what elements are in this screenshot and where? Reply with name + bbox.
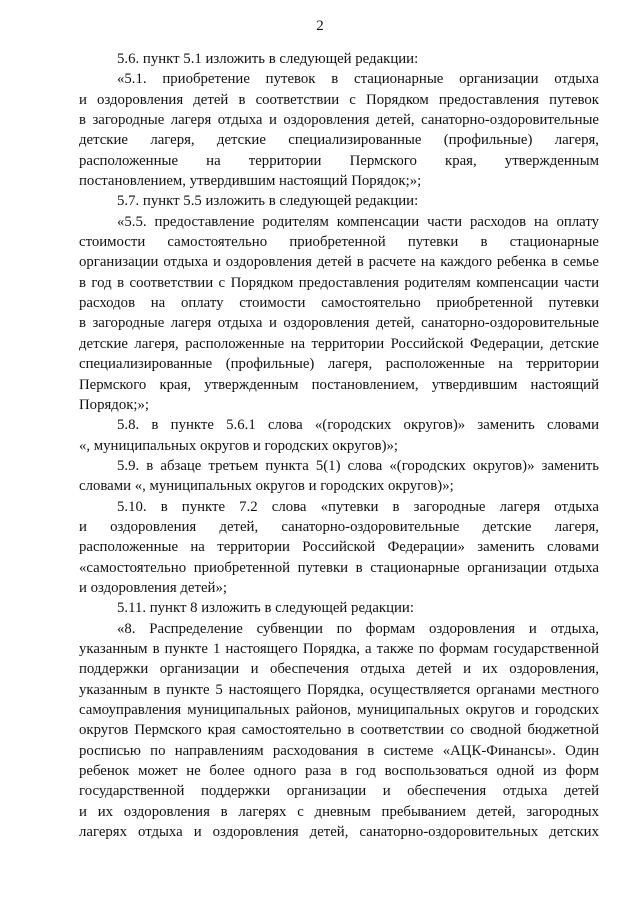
text-line: стоимости самостоятельно приобретенной путевки в стационарные [79,234,599,251]
text-line: Пермского края, утвержденным постановлением, утвердившим настоящий [79,376,599,393]
text-line: Порядок;»; [79,396,150,413]
text-line: и оздоровления детей»; [79,579,227,596]
page-number: 2 [316,18,324,34]
text-line: 5.9. в абзаце третьем пункта 5(1) слова «(городских округов)» заменить [117,457,599,474]
text-line: указанным в пункте 1 настоящего Порядка, а также по формам государственной [79,640,599,657]
text-line: и оздоровления детей в соответствии с Порядком предоставления путевок [79,91,599,108]
text-line: указанным в пункте 5 настоящего Порядка, осуществляется органами местного [79,681,599,698]
text-line: в загородные лагеря отдыха и оздоровления детей, санаторно-оздоровительные [79,112,599,129]
text-line: в загородные лагеря отдыха и оздоровления детей, санаторно-оздоровительные [79,315,599,332]
text-line: постановлением, утвердившим настоящий Порядок;»; [79,173,422,190]
text-line: словами «, муниципальных округов и городских округов)»; [79,478,454,495]
text-line: детские лагеря, детские специализированные (профильные) лагеря, [79,132,599,149]
text-line: и оздоровления детей, санаторно-оздоровительные детские лагеря, [79,518,599,535]
text-line: расположенные на территории Российской Федерации» заменить словами [79,539,599,556]
text-line: лагерях отдыха и оздоровления детей, санаторно-оздоровительных детских [79,824,599,841]
text-line: 5.10. в пункте 7.2 слова «путевки в загородные лагеря отдыха [117,498,599,515]
document-body [79,49,599,842]
text-line: и их оздоровления в лагерях с дневным пребыванием детей, загородных [79,803,599,820]
text-line: росписью по направлениям расходования в системе «АЦК-Финансы». Один [79,742,599,759]
text-line: 5.8. в пункте 5.6.1 слова «(городских округов)» заменить словами [117,417,599,434]
text-line: ребенок может не более одного раза в год воспользоваться одной из форм [79,763,599,780]
text-line: расположенные на территории Пермского края, утвержденным [79,152,599,169]
text-line: «8. Распределение субвенции по формам оздоровления и отдыха, [117,620,599,637]
text-line: округов Пермского края самостоятельно в соответствии со сводной бюджетной [79,722,599,739]
text-line: поддержки организации и обеспечения отдыха детей и их оздоровления, [79,661,599,678]
text-line: специализированные (профильные) лагеря, расположенные на территории [79,356,599,373]
text-line: 5.6. пункт 5.1 изложить в следующей редакции: [117,51,419,67]
text-line: «5.5. предоставление родителям компенсации части расходов на оплату [117,213,599,230]
text-line: государственной поддержки организации и обеспечения отдыха детей [79,783,599,800]
text-line: в год в соответствии с Порядком предоставления родителям компенсации части [79,274,599,291]
text-line: «, муниципальных округов и городских округов)»; [79,437,399,454]
text-line: 5.7. пункт 5.5 изложить в следующей редакции: [117,193,419,210]
text-line: «5.1. приобретение путевок в стационарные организации отдыха [117,71,599,88]
text-line: самоуправления муниципальных районов, муниципальных округов и городских [79,702,599,718]
text-line: расходов на оплату стоимости самостоятельно приобретенной путевки [79,295,599,312]
text-line: организации отдыха и оздоровления детей в расчете на каждого ребенка в семье [79,254,599,271]
text-line: «самостоятельно приобретенной путевки в стационарные организации отдыха [79,559,599,576]
text-line: 5.11. пункт 8 изложить в следующей редакции: [117,600,414,617]
text-line: детские лагеря, расположенные на территории Российской Федерации, детские [79,335,599,352]
